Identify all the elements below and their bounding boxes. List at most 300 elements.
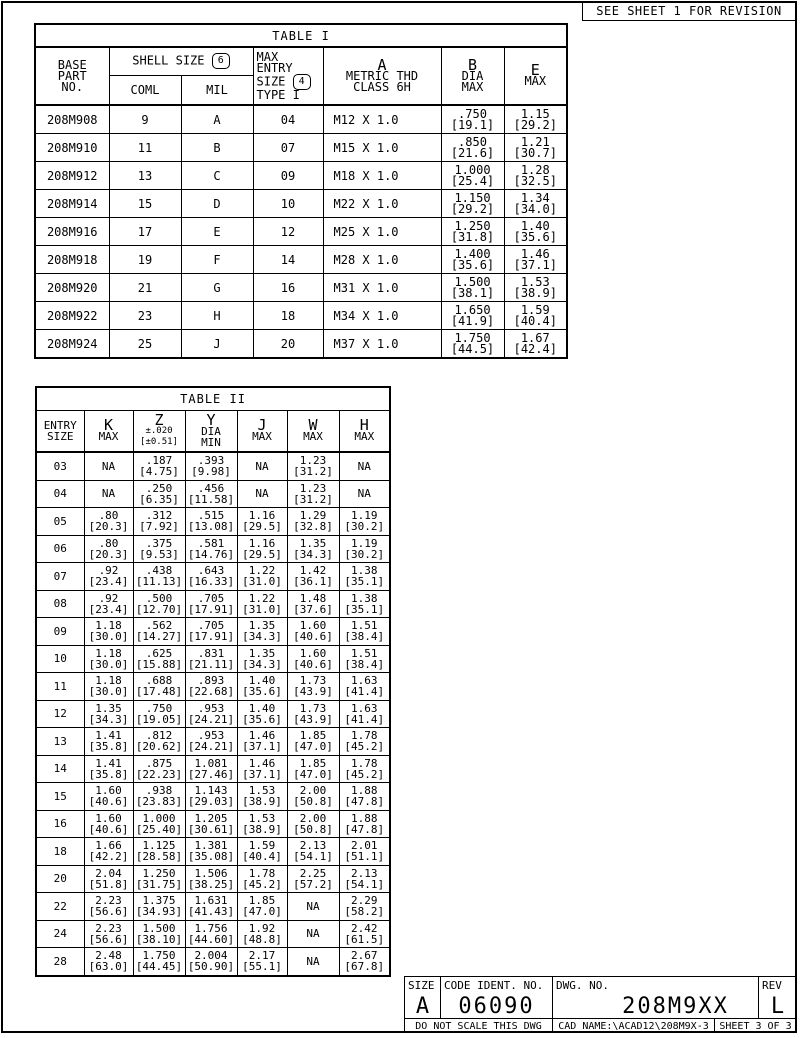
value-mm: [29.2] xyxy=(450,201,495,216)
value-mm: [30.0] xyxy=(88,630,129,644)
y-value-cell xyxy=(185,673,237,701)
value-mm: [35.1] xyxy=(344,575,385,589)
value-inch: 1.381 xyxy=(194,839,228,853)
value-mm: [19.1] xyxy=(450,117,495,132)
table-row xyxy=(36,865,390,893)
value-mm: [31.0] xyxy=(242,602,282,616)
header-line: K xyxy=(103,416,114,434)
value-inch: 1.85 xyxy=(248,894,276,908)
y-value-cell xyxy=(185,480,237,508)
header-line: H xyxy=(359,416,369,434)
k-value-cell xyxy=(84,810,133,838)
value-inch: 1.73 xyxy=(299,674,327,688)
metric-thread-cell: M37 X 1.0 xyxy=(323,330,441,359)
value-inch: 1.22 xyxy=(248,591,276,605)
value-mm: [48.8] xyxy=(242,932,282,946)
part-number-cell: 208M922 xyxy=(35,302,109,330)
coml-cell: 17 xyxy=(109,218,181,246)
y-value-cell xyxy=(185,563,237,591)
value-inch: .953 xyxy=(197,729,225,743)
entry-size-cell: 20 xyxy=(253,330,323,359)
value-mm: [12.70] xyxy=(135,602,183,616)
table-2-title: TABLE II xyxy=(36,387,390,411)
w-value-cell xyxy=(287,865,339,893)
value-inch: 1.60 xyxy=(299,619,327,633)
table-row xyxy=(35,274,567,302)
b-dia-cell xyxy=(441,162,504,190)
k-value-cell xyxy=(84,728,133,756)
value-inch: 1.750 xyxy=(454,330,491,345)
k-value-cell xyxy=(84,920,133,948)
coml-cell: 21 xyxy=(109,274,181,302)
value-mm: [35.6] xyxy=(242,712,282,726)
value-inch: 1.16 xyxy=(248,536,276,550)
entry-size-cell: 16 xyxy=(36,810,84,838)
value-inch: 1.53 xyxy=(248,811,276,825)
z-value-cell xyxy=(133,618,185,646)
value-mm: [35.6] xyxy=(513,229,557,244)
value-mm: [67.8] xyxy=(344,960,385,974)
mil-cell: B xyxy=(181,134,253,162)
value-inch: .92 xyxy=(98,564,119,578)
metric-thread-cell: M28 X 1.0 xyxy=(323,246,441,274)
size-cell xyxy=(404,976,440,1018)
entry-size-cell: 12 xyxy=(253,218,323,246)
w-value-cell xyxy=(287,618,339,646)
h-value-cell xyxy=(339,893,390,921)
value-mm: [38.10] xyxy=(135,932,183,946)
value-inch: 1.40 xyxy=(248,701,276,715)
metric-thread-cell: M31 X 1.0 xyxy=(323,274,441,302)
y-value-cell xyxy=(185,865,237,893)
j-value-cell xyxy=(237,920,287,948)
header-mil: MIL xyxy=(181,75,253,105)
z-value-cell xyxy=(133,838,185,866)
rev-value: L xyxy=(770,994,785,1019)
b-dia-cell xyxy=(441,105,504,134)
j-value-cell xyxy=(237,700,287,728)
value-mm: [35.6] xyxy=(242,685,282,699)
value-mm: [30.2] xyxy=(344,547,385,561)
entry-size-cell: 15 xyxy=(36,783,84,811)
value-inch: 1.51 xyxy=(351,619,378,633)
j-value-cell xyxy=(237,838,287,866)
entry-size-cell: 24 xyxy=(36,920,84,948)
coml-cell: 9 xyxy=(109,105,181,134)
table-row xyxy=(35,218,567,246)
value-mm: [9.98] xyxy=(191,465,231,479)
z-value-cell xyxy=(133,700,185,728)
header-line: W xyxy=(308,416,318,434)
value-mm: [22.23] xyxy=(135,767,183,781)
value-inch: 2.23 xyxy=(95,921,122,935)
value-inch: 1.46 xyxy=(520,246,550,261)
w-value-cell xyxy=(287,452,339,480)
part-number-cell: 208M924 xyxy=(35,330,109,359)
k-value-cell xyxy=(84,590,133,618)
entry-size-cell: 09 xyxy=(36,618,84,646)
table-row xyxy=(36,783,390,811)
value-inch: .562 xyxy=(145,619,173,633)
value-inch: 1.60 xyxy=(95,784,122,798)
value-mm: [28.58] xyxy=(135,850,183,864)
value-mm: [19.05] xyxy=(135,712,183,726)
coml-cell: 23 xyxy=(109,302,181,330)
value-mm: [11.13] xyxy=(135,575,183,589)
value-inch: 1.60 xyxy=(299,646,327,660)
value-mm: [41.9] xyxy=(450,313,495,328)
value-inch: 2.23 xyxy=(95,894,122,908)
header-z-tolerance xyxy=(133,411,185,453)
value-inch: 1.67 xyxy=(520,330,550,345)
value-mm: [63.0] xyxy=(88,960,129,974)
value-inch: 1.631 xyxy=(194,894,228,908)
h-value-cell xyxy=(339,755,390,783)
metric-thread-cell: M22 X 1.0 xyxy=(323,190,441,218)
w-value-cell xyxy=(287,700,339,728)
value-inch: .438 xyxy=(145,564,173,578)
value-inch: 1.53 xyxy=(248,784,276,798)
w-value-cell xyxy=(287,893,339,921)
header-line: SIZE xyxy=(47,430,74,443)
value-inch: 2.04 xyxy=(95,866,122,880)
value-mm: [44.5] xyxy=(450,341,495,356)
entry-size-cell: 07 xyxy=(36,563,84,591)
y-value-cell xyxy=(185,920,237,948)
value-mm: [16.33] xyxy=(187,575,235,589)
value-mm: [44.45] xyxy=(135,960,183,974)
value-mm: [30.61] xyxy=(187,822,235,836)
header-j-max xyxy=(237,411,287,453)
value-inch: .875 xyxy=(145,756,173,770)
value-inch: 2.004 xyxy=(194,949,228,963)
value-inch: 1.150 xyxy=(454,190,491,205)
value-mm: [38.4] xyxy=(344,657,385,671)
h-value-cell xyxy=(339,480,390,508)
value-mm: [35.08] xyxy=(187,850,235,864)
z-value-cell xyxy=(133,755,185,783)
table-row xyxy=(36,673,390,701)
h-value-cell xyxy=(339,838,390,866)
value-inch: 1.650 xyxy=(454,302,491,317)
value-mm: [47.8] xyxy=(344,822,385,836)
y-value-cell xyxy=(185,618,237,646)
mil-cell: E xyxy=(181,218,253,246)
h-value-cell xyxy=(339,563,390,591)
value-mm: [25.4] xyxy=(450,173,495,188)
value-mm: [50.8] xyxy=(293,795,333,809)
entry-size-cell: 14 xyxy=(253,246,323,274)
value-mm: [14.27] xyxy=(135,630,183,644)
value-mm: [44.60] xyxy=(187,932,235,946)
entry-size-cell: 20 xyxy=(36,865,84,893)
value-mm: [31.8] xyxy=(450,229,495,244)
value-inch: 2.13 xyxy=(351,866,378,880)
w-value-cell xyxy=(287,673,339,701)
value-mm: [40.6] xyxy=(293,630,333,644)
w-value-cell xyxy=(287,810,339,838)
value-mm: [23.4] xyxy=(88,575,129,589)
value-mm: [35.8] xyxy=(88,767,129,781)
value-inch: 1.400 xyxy=(454,246,491,261)
value-inch: NA xyxy=(306,927,320,941)
k-value-cell xyxy=(84,618,133,646)
value-inch: 1.143 xyxy=(194,784,228,798)
entry-size-cell: 12 xyxy=(36,700,84,728)
coml-cell: 25 xyxy=(109,330,181,359)
value-inch: 1.51 xyxy=(351,646,378,660)
value-inch: .393 xyxy=(197,454,225,468)
header-line: J xyxy=(257,416,267,434)
k-value-cell xyxy=(84,783,133,811)
size-value: A xyxy=(415,994,430,1019)
part-number-cell: 208M914 xyxy=(35,190,109,218)
y-value-cell xyxy=(185,645,237,673)
j-value-cell xyxy=(237,535,287,563)
metric-thread-cell: M15 X 1.0 xyxy=(323,134,441,162)
value-inch: .705 xyxy=(197,619,225,633)
h-value-cell xyxy=(339,865,390,893)
code-ident-value: 06090 xyxy=(458,994,535,1019)
table-row xyxy=(36,645,390,673)
header-shell-size: SHELL SIZE 6 xyxy=(109,47,253,75)
value-mm: [54.1] xyxy=(293,850,333,864)
value-mm: [20.3] xyxy=(88,547,129,561)
e-max-cell xyxy=(504,302,567,330)
value-mm: [24.21] xyxy=(187,712,235,726)
value-inch: 1.35 xyxy=(299,536,327,550)
value-mm: [31.75] xyxy=(135,877,183,891)
w-value-cell xyxy=(287,535,339,563)
j-value-cell xyxy=(237,728,287,756)
mil-cell: H xyxy=(181,302,253,330)
z-value-cell xyxy=(133,535,185,563)
value-mm: [17.91] xyxy=(187,630,235,644)
entry-size-cell: 04 xyxy=(36,480,84,508)
entry-size-cell: 13 xyxy=(36,728,84,756)
k-value-cell xyxy=(84,755,133,783)
value-inch: .515 xyxy=(197,509,225,523)
mil-cell: A xyxy=(181,105,253,134)
header-line: MAX xyxy=(303,430,323,443)
value-inch: 1.28 xyxy=(520,162,550,177)
w-value-cell xyxy=(287,838,339,866)
e-max-cell xyxy=(504,246,567,274)
table-row xyxy=(35,330,567,359)
header-line: DIA xyxy=(201,424,221,438)
value-inch: 1.000 xyxy=(142,811,176,825)
value-mm: [30.2] xyxy=(344,520,385,534)
value-inch: 1.35 xyxy=(248,646,276,660)
value-inch: 2.01 xyxy=(351,839,378,853)
header-y-dia-min xyxy=(185,411,237,453)
table-row xyxy=(35,302,567,330)
z-value-cell xyxy=(133,480,185,508)
h-value-cell xyxy=(339,948,390,976)
value-inch: .375 xyxy=(145,536,173,550)
value-mm: [35.1] xyxy=(344,602,385,616)
value-inch: 1.23 xyxy=(299,454,327,468)
e-max-cell xyxy=(504,330,567,359)
value-mm: [14.76] xyxy=(187,547,235,561)
value-mm: [37.1] xyxy=(513,257,557,272)
entry-size-cell: 09 xyxy=(253,162,323,190)
value-mm: [30.0] xyxy=(88,657,129,671)
value-inch: NA xyxy=(306,954,320,968)
header-line: MAX xyxy=(252,430,272,443)
header-e-max: E MAX xyxy=(504,47,567,105)
value-mm: [45.2] xyxy=(242,877,282,891)
value-mm: [20.3] xyxy=(88,520,129,534)
table-row xyxy=(36,480,390,508)
value-mm: [34.0] xyxy=(513,201,557,216)
value-inch: 2.48 xyxy=(95,949,122,963)
j-value-cell xyxy=(237,645,287,673)
header-w-max xyxy=(287,411,339,453)
k-value-cell xyxy=(84,535,133,563)
z-value-cell xyxy=(133,673,185,701)
value-mm: [47.0] xyxy=(293,767,333,781)
entry-size-cell: 10 xyxy=(253,190,323,218)
table-row xyxy=(36,948,390,976)
table-row xyxy=(36,920,390,948)
value-inch: 2.25 xyxy=(299,866,327,880)
value-inch: 1.63 xyxy=(351,674,378,688)
value-mm: [38.9] xyxy=(242,822,282,836)
header-entry-size xyxy=(36,411,84,453)
code-ident-label: CODE IDENT. NO. xyxy=(444,979,544,992)
value-mm: [41.4] xyxy=(344,712,385,726)
value-inch: 1.73 xyxy=(299,701,327,715)
h-value-cell xyxy=(339,535,390,563)
k-value-cell xyxy=(84,645,133,673)
value-mm: [23.4] xyxy=(88,602,129,616)
h-value-cell xyxy=(339,920,390,948)
value-mm: [38.9] xyxy=(242,795,282,809)
entry-size-cell: 18 xyxy=(36,838,84,866)
value-inch: 2.67 xyxy=(351,949,378,963)
header-a-metric-thd: A METRIC THD CLASS 6H xyxy=(323,47,441,105)
rev-label: REV xyxy=(762,979,782,992)
y-value-cell xyxy=(185,700,237,728)
value-mm: [29.03] xyxy=(187,795,235,809)
metric-thread-cell: M12 X 1.0 xyxy=(323,105,441,134)
h-value-cell xyxy=(339,783,390,811)
sheet-number: SHEET 3 OF 3 xyxy=(714,1018,796,1033)
value-inch: 1.41 xyxy=(95,729,122,743)
y-value-cell xyxy=(185,508,237,536)
metric-thread-cell: M18 X 1.0 xyxy=(323,162,441,190)
value-inch: .688 xyxy=(145,674,173,688)
value-inch: 1.29 xyxy=(299,509,327,523)
value-inch: 1.41 xyxy=(95,756,122,770)
j-value-cell xyxy=(237,563,287,591)
value-inch: 1.53 xyxy=(520,274,550,289)
entry-size-cell: 18 xyxy=(253,302,323,330)
value-inch: 1.38 xyxy=(351,591,378,605)
value-inch: 1.506 xyxy=(194,866,228,880)
value-inch: 1.205 xyxy=(194,811,228,825)
note-flag-icon: 6 xyxy=(212,53,230,69)
table-1-title: TABLE I xyxy=(35,24,567,47)
j-value-cell xyxy=(237,618,287,646)
header-h-max xyxy=(339,411,390,453)
entry-size-cell: 11 xyxy=(36,673,84,701)
k-value-cell xyxy=(84,563,133,591)
y-value-cell xyxy=(185,893,237,921)
value-inch: .80 xyxy=(98,509,119,523)
value-mm: [17.91] xyxy=(187,602,235,616)
table-row xyxy=(36,590,390,618)
y-value-cell xyxy=(185,728,237,756)
mil-cell: D xyxy=(181,190,253,218)
value-inch: 1.22 xyxy=(248,564,276,578)
value-mm: [29.5] xyxy=(242,547,282,561)
w-value-cell xyxy=(287,948,339,976)
header-line: MAX xyxy=(354,430,375,443)
value-inch: 1.85 xyxy=(299,756,327,770)
coml-cell: 19 xyxy=(109,246,181,274)
header-line: Z xyxy=(154,410,164,429)
j-value-cell xyxy=(237,480,287,508)
value-mm: [11.58] xyxy=(187,492,235,506)
value-mm: [51.1] xyxy=(344,850,385,864)
value-inch: 2.29 xyxy=(351,894,378,908)
table-row xyxy=(35,246,567,274)
value-mm: [38.9] xyxy=(513,285,557,300)
b-dia-cell xyxy=(441,330,504,359)
value-inch: .581 xyxy=(197,536,225,550)
part-number-cell: 208M916 xyxy=(35,218,109,246)
code-ident-cell xyxy=(440,976,552,1018)
value-inch: 1.46 xyxy=(248,756,276,770)
w-value-cell xyxy=(287,508,339,536)
header-line: ±.020 xyxy=(145,425,173,436)
value-inch: .250 xyxy=(145,481,173,495)
header-line: [±0.51] xyxy=(140,436,178,447)
entry-size-cell: 28 xyxy=(36,948,84,976)
entry-size-cell: 07 xyxy=(253,134,323,162)
value-inch: 1.46 xyxy=(248,729,276,743)
value-mm: [34.3] xyxy=(88,712,129,726)
header-line: ENTRY xyxy=(43,419,77,432)
value-inch: 1.92 xyxy=(248,921,276,935)
value-inch: 1.125 xyxy=(142,839,176,853)
value-mm: [47.0] xyxy=(293,740,333,754)
value-inch: 1.250 xyxy=(454,218,491,233)
mil-cell: F xyxy=(181,246,253,274)
value-inch: .831 xyxy=(197,646,225,660)
value-inch: .625 xyxy=(145,646,173,660)
value-mm: [36.1] xyxy=(293,575,333,589)
value-inch: 1.60 xyxy=(95,811,122,825)
entry-size-cell: 06 xyxy=(36,535,84,563)
header-max-entry-size: MAX ENTRY SIZE 4 TYPE I xyxy=(253,47,323,105)
header-k-max xyxy=(84,411,133,453)
size-label: SIZE xyxy=(408,979,435,992)
k-value-cell xyxy=(84,452,133,480)
table-row xyxy=(36,838,390,866)
table-row xyxy=(36,563,390,591)
value-mm: [32.5] xyxy=(513,173,557,188)
value-inch: .80 xyxy=(98,536,119,550)
value-inch: 1.500 xyxy=(142,921,176,935)
value-inch: 1.59 xyxy=(248,839,276,853)
z-value-cell xyxy=(133,563,185,591)
value-mm: [47.8] xyxy=(344,795,385,809)
value-mm: [50.90] xyxy=(187,960,235,974)
e-max-cell xyxy=(504,190,567,218)
